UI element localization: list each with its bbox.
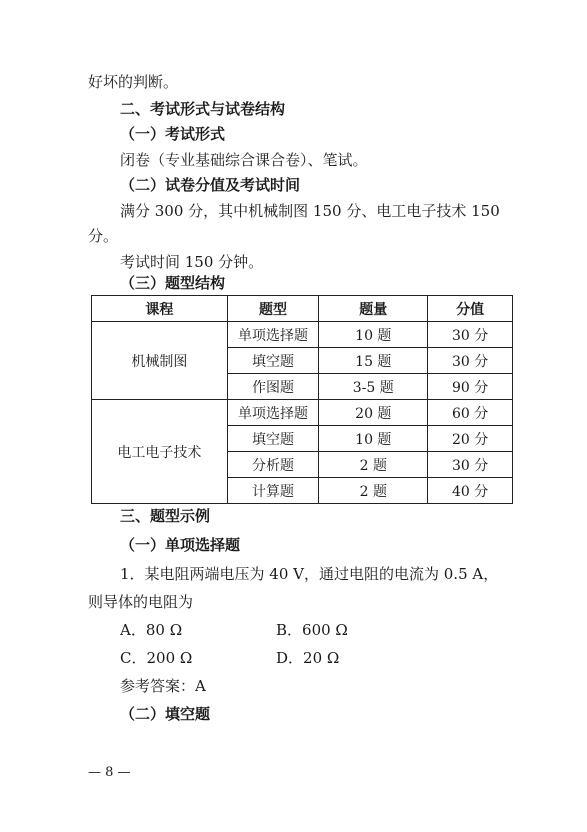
subsection-heading: （二）试卷分值及考试时间 xyxy=(120,176,301,194)
header-count: 题量 xyxy=(319,296,428,322)
score-cell: 30 分 xyxy=(428,452,513,478)
score-cell: 40 分 xyxy=(428,478,513,504)
option-c: C．200 Ω xyxy=(120,649,193,667)
type-cell: 单项选择题 xyxy=(227,400,319,426)
option-b: B．600 Ω xyxy=(276,621,348,639)
header-type: 题型 xyxy=(227,296,319,322)
type-cell: 作图题 xyxy=(227,374,319,400)
count-cell: 3-5 题 xyxy=(319,374,428,400)
count-cell: 20 题 xyxy=(319,400,428,426)
text-line: 满分 300 分，其中机械制图 150 分、电工电子技术 150 xyxy=(120,202,500,220)
score-cell: 30 分 xyxy=(428,322,513,348)
count-cell: 2 题 xyxy=(319,478,428,504)
text-line: 好坏的判断。 xyxy=(88,73,179,91)
subsection-heading: （一）单项选择题 xyxy=(120,536,241,554)
table-header-row xyxy=(92,296,513,322)
table-row xyxy=(92,322,513,348)
score-cell: 30 分 xyxy=(428,348,513,374)
count-cell: 10 题 xyxy=(319,426,428,452)
count-cell: 10 题 xyxy=(319,322,428,348)
header-score: 分值 xyxy=(428,296,513,322)
structure-table xyxy=(91,295,513,504)
type-cell: 计算题 xyxy=(227,478,319,504)
count-cell: 2 题 xyxy=(319,452,428,478)
type-cell: 分析题 xyxy=(227,452,319,478)
subsection-heading: （二）填空题 xyxy=(120,705,211,723)
score-cell: 20 分 xyxy=(428,426,513,452)
subsection-heading: （三）题型结构 xyxy=(120,274,226,292)
page-number: — 8 — xyxy=(88,765,131,780)
score-cell: 90 分 xyxy=(428,374,513,400)
text-line: 分。 xyxy=(88,227,119,245)
answer-text: 参考答案：A xyxy=(120,677,206,695)
course-cell: 机械制图 xyxy=(92,322,228,400)
score-cell: 60 分 xyxy=(428,400,513,426)
option-d: D．20 Ω xyxy=(276,649,340,667)
option-a: A．80 Ω xyxy=(120,621,183,639)
section-heading: 二、考试形式与试卷结构 xyxy=(120,100,286,118)
subsection-heading: （一）考试形式 xyxy=(120,125,226,143)
question-text: 1．某电阻两端电压为 40 V，通过电阻的电流为 0.5 A， xyxy=(120,565,499,583)
type-cell: 填空题 xyxy=(227,426,319,452)
header-course: 课程 xyxy=(92,296,228,322)
text-line: 考试时间 150 分钟。 xyxy=(120,253,264,271)
question-text: 则导体的电阻为 xyxy=(88,593,194,611)
text-line: 闭卷（专业基础综合课合卷）、笔试。 xyxy=(120,151,368,169)
type-cell: 单项选择题 xyxy=(227,322,319,348)
course-cell: 电工电子技术 xyxy=(92,400,228,504)
type-cell: 填空题 xyxy=(227,348,319,374)
table-row xyxy=(92,400,513,426)
section-heading: 三、题型示例 xyxy=(120,507,211,525)
count-cell: 15 题 xyxy=(319,348,428,374)
